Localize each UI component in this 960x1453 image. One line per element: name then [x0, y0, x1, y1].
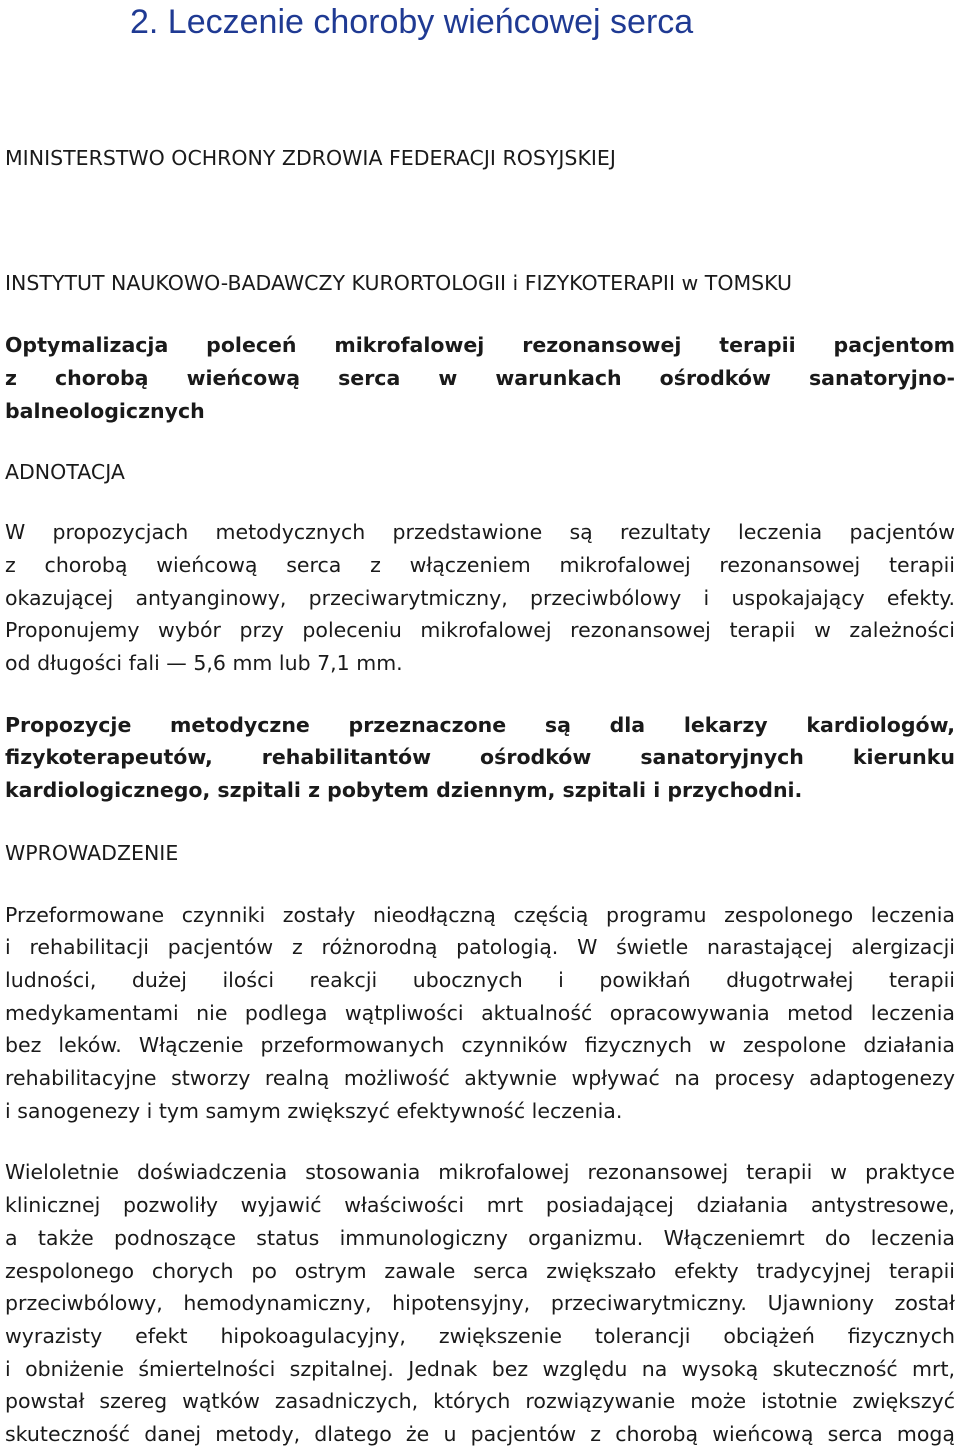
annotation-line: okazującej antyanginowy, przeciwarytmiczny, przeciwbólowy i uspokajający efekty. [5, 585, 955, 610]
audience-line: Propozycje metodyczne przeznaczone są dla lekarzy kardiologów, [5, 712, 955, 737]
intro-line: ludności, dużej ilości reakcji ubocznych i powikłań długotrwałej terapii [5, 967, 955, 992]
audience-line: kardiologicznego, szpitali z pobytem dziennym, szpitali i przychodni. [5, 778, 803, 803]
intro-line: wyrazisty efekt hipokoagulacyjny, zwiększenie tolerancji obciążeń fizycznych [5, 1323, 955, 1348]
intro-line: medykamentami nie podlega wątpliwości aktualność opracowywania metod leczenia [5, 1000, 955, 1025]
intro-line: skuteczność danej metody, dlatego że u pacjentów z chorobą wieńcową serca mogą [5, 1422, 955, 1447]
document-title-line: Optymalizacja poleceń mikrofalowej rezonansowej terapii pacjentom [5, 333, 955, 358]
intro-line: Wieloletnie doświadczenia stosowania mikrofalowej rezonansowej terapii w praktyce [5, 1160, 955, 1185]
annotation-paragraph [5, 516, 955, 680]
intro-line: rehabilitacyjne stworzy realną możliwość aktywnie wpływać na procesy adaptogenezy [5, 1066, 955, 1091]
intro-line: bez leków. Włączenie przeformowanych czynników fizycznych w zespolone działania [5, 1033, 955, 1058]
intro-line: powstał szereg wątków zasadniczych, których rozwiązywanie może istotnie zwiększyć [5, 1389, 955, 1414]
intro-line: zespolonego chorych po ostrym zawale serca zwiększało efekty tradycyjnej terapii [5, 1258, 955, 1283]
annotation-line: Proponujemy wybór przy poleceniu mikrofalowej rezonansowej terapii w zależności [5, 618, 955, 643]
intro-line: przeciwbólowy, hemodynamiczny, hipotensyjny, przeciwarytmiczny. Ujawniony został [5, 1291, 955, 1316]
intro-line: i sanogenezy i tym samym zwiększyć efektywność leczenia. [5, 1098, 623, 1123]
intro-line: a także podnoszące status immunologiczny organizmu. Włączeniemrt do leczenia [5, 1225, 955, 1250]
intro-line: i rehabilitacji pacjentów z różnorodną patologią. W świetle narastającej alergizacji [5, 935, 955, 960]
annotation-line: z chorobą wieńcową serca z włączeniem mikrofalowej rezonansowej terapii [5, 552, 955, 577]
audience-paragraph [5, 709, 955, 807]
institute-line: INSTYTUT NAUKOWO-BADAWCZY KURORTOLOGII i FIZYKOTERAPII w TOMSKU [5, 270, 793, 295]
document-title-line: balneologicznych [5, 398, 205, 423]
intro-heading: WPROWADZENIE [5, 840, 179, 865]
ministry-line: MINISTERSTWO OCHRONY ZDROWIA FEDERACJI ROSYJSKIEJ [5, 146, 616, 170]
document-title [5, 329, 955, 427]
annotation-line: W propozycjach metodycznych przedstawione są rezultaty leczenia pacjentów [5, 520, 955, 545]
section-title: 2. Leczenie choroby wieńcowej serca [130, 3, 694, 41]
annotation-line: od długości fali — 5,6 mm lub 7,1 mm. [5, 651, 403, 676]
intro-line: i obniżenie śmiertelności szpitalnej. Jednak bez względu na wysoką skuteczność mrt, [5, 1356, 955, 1381]
intro-line: Przeformowane czynniki zostały nieodłączną częścią programu zespolonego leczenia [5, 902, 955, 927]
document-title-line: z chorobą wieńcową serca w warunkach ośrodków sanatoryjno- [5, 366, 955, 391]
intro-paragraph-1 [5, 899, 955, 1128]
intro-line: klinicznej pozwoliły wyjawić właściwości mrt posiadającej działania antystresowe, [5, 1193, 955, 1218]
intro-paragraph-2 [5, 1156, 955, 1450]
annotation-heading: ADNOTACJA [5, 459, 125, 484]
audience-line: fizykoterapeutów, rehabilitantów ośrodków sanatoryjnych kierunku [5, 745, 955, 770]
document-page [5, 0, 955, 1451]
